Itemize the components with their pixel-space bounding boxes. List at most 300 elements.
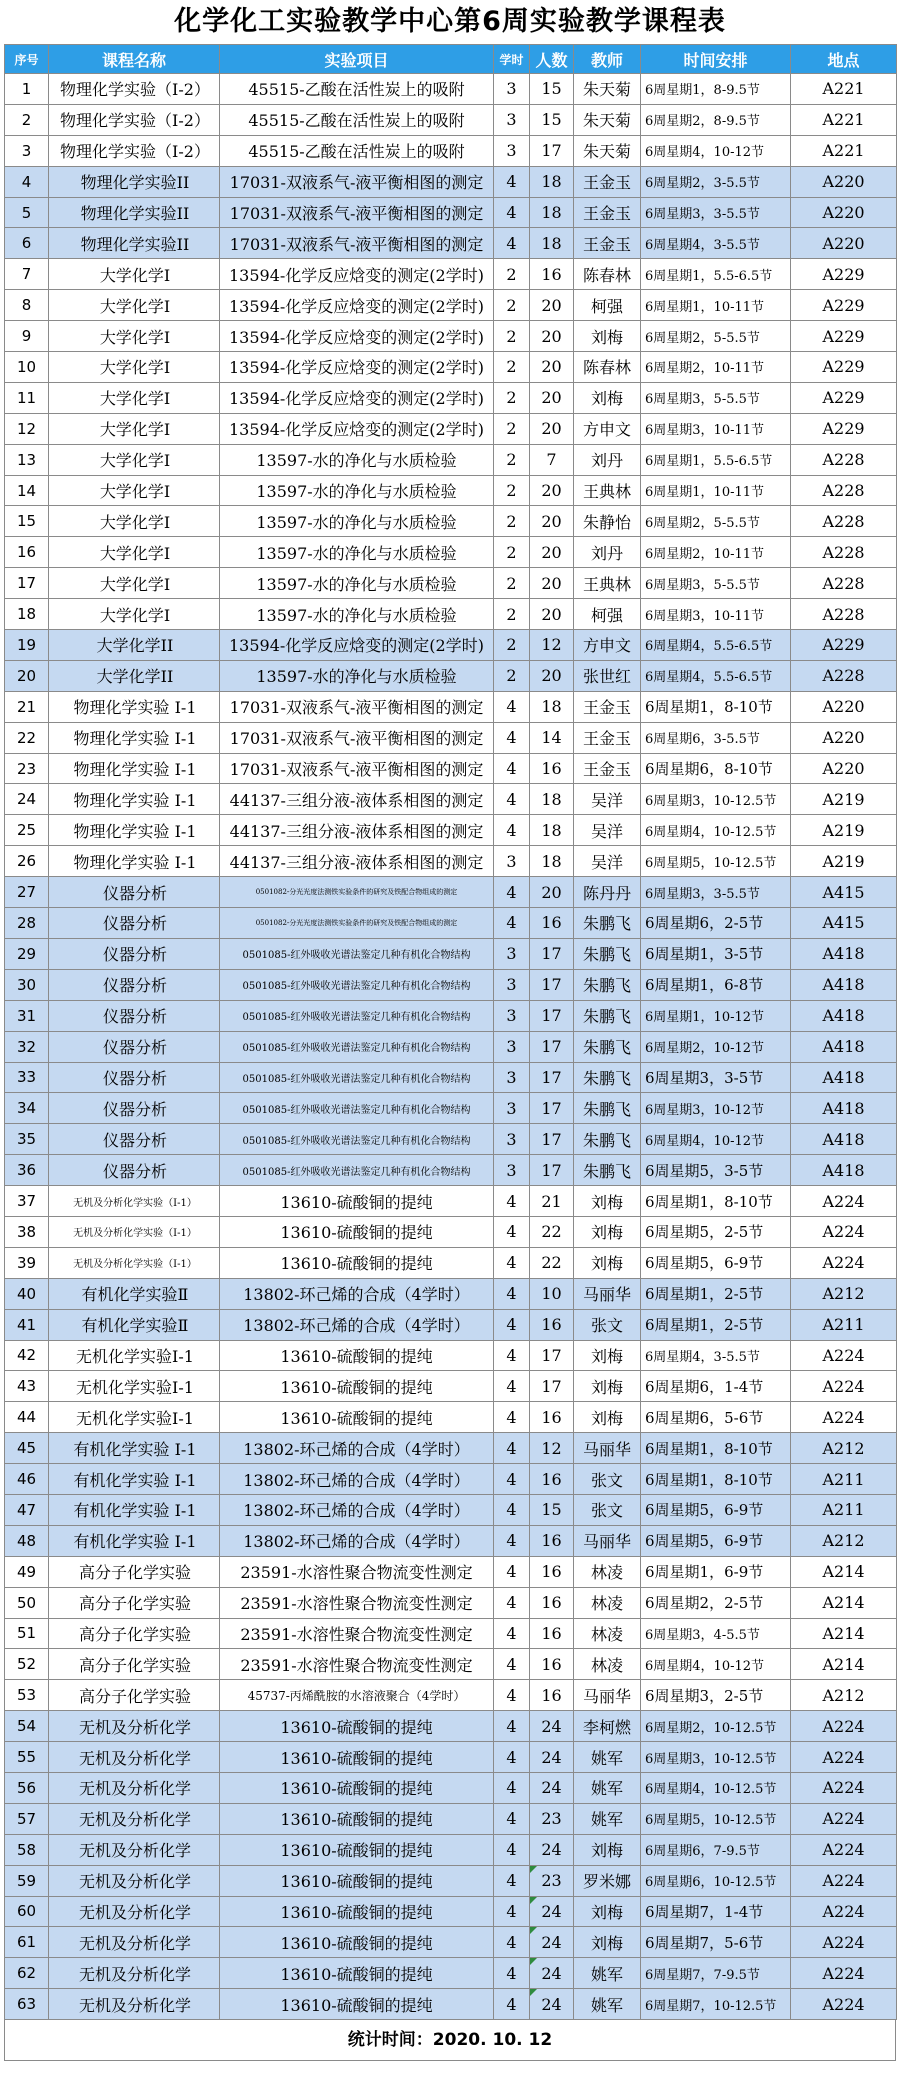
cell-course[interactable]: 仪器分析	[49, 877, 220, 908]
cell-seq[interactable]: 31	[5, 1000, 49, 1031]
cell-teacher[interactable]: 刘梅	[574, 1896, 641, 1927]
cell-seq[interactable]: 38	[5, 1216, 49, 1247]
cell-project[interactable]: 17031-双液系气-液平衡相图的测定	[220, 228, 494, 259]
cell-count[interactable]: 16	[530, 1525, 574, 1556]
cell-project[interactable]: 13594-化学反应焓变的测定(2学时)	[220, 321, 494, 352]
cell-course[interactable]: 高分子化学实验	[49, 1649, 220, 1680]
cell-count[interactable]: 17	[530, 969, 574, 1000]
cell-course[interactable]: 有机化学实验Ⅱ	[49, 1309, 220, 1340]
cell-place[interactable]: A228	[791, 568, 897, 599]
cell-teacher[interactable]: 刘梅	[574, 1186, 641, 1217]
cell-hours[interactable]: 4	[494, 197, 530, 228]
cell-course[interactable]: 物理化学实验 Ⅰ-1	[49, 691, 220, 722]
cell-time[interactable]: 6周星期1，3-5节	[641, 938, 791, 969]
cell-course[interactable]: 仪器分析	[49, 1031, 220, 1062]
cell-count[interactable]: 20	[530, 413, 574, 444]
cell-seq[interactable]: 10	[5, 352, 49, 383]
cell-course[interactable]: 仪器分析	[49, 969, 220, 1000]
cell-hours[interactable]: 4	[494, 815, 530, 846]
cell-teacher[interactable]: 柯强	[574, 599, 641, 630]
cell-seq[interactable]: 23	[5, 753, 49, 784]
cell-count[interactable]: 17	[530, 1000, 574, 1031]
cell-course[interactable]: 无机及分析化学	[49, 1772, 220, 1803]
cell-place[interactable]: A224	[791, 1247, 897, 1278]
cell-time[interactable]: 6周星期1，8-10节	[641, 1433, 791, 1464]
cell-teacher[interactable]: 方申文	[574, 630, 641, 661]
cell-project[interactable]: 13610-硫酸铜的提纯	[220, 1772, 494, 1803]
cell-teacher[interactable]: 刘梅	[574, 321, 641, 352]
cell-time[interactable]: 6周星期5，3-5节	[641, 1155, 791, 1186]
cell-count[interactable]: 24	[530, 1927, 574, 1958]
cell-teacher[interactable]: 林凌	[574, 1649, 641, 1680]
cell-teacher[interactable]: 姚军	[574, 1772, 641, 1803]
cell-count[interactable]: 17	[530, 1062, 574, 1093]
cell-project[interactable]: 13597-水的净化与水质检验	[220, 568, 494, 599]
cell-seq[interactable]: 45	[5, 1433, 49, 1464]
cell-hours[interactable]: 4	[494, 1803, 530, 1834]
cell-teacher[interactable]: 姚军	[574, 1989, 641, 2020]
cell-project[interactable]: 23591-水溶性聚合物流变性测定	[220, 1649, 494, 1680]
cell-project[interactable]: 13802-环己烯的合成（4学时）	[220, 1525, 494, 1556]
cell-count[interactable]: 12	[530, 630, 574, 661]
cell-time[interactable]: 6周星期2，10-12节	[641, 1031, 791, 1062]
cell-teacher[interactable]: 朱鹏飞	[574, 1093, 641, 1124]
cell-count[interactable]: 20	[530, 568, 574, 599]
cell-seq[interactable]: 3	[5, 135, 49, 166]
cell-project[interactable]: 13610-硫酸铜的提纯	[220, 1834, 494, 1865]
cell-course[interactable]: 仪器分析	[49, 1155, 220, 1186]
cell-count[interactable]: 18	[530, 784, 574, 815]
cell-place[interactable]: A214	[791, 1649, 897, 1680]
cell-teacher[interactable]: 朱天菊	[574, 74, 641, 105]
cell-place[interactable]: A219	[791, 815, 897, 846]
cell-count[interactable]: 20	[530, 321, 574, 352]
cell-count[interactable]: 16	[530, 259, 574, 290]
header-project[interactable]: 实验项目	[220, 45, 494, 74]
cell-seq[interactable]: 36	[5, 1155, 49, 1186]
cell-project[interactable]: 13802-环己烯的合成（4学时）	[220, 1494, 494, 1525]
cell-time[interactable]: 6周星期3，5-5.5节	[641, 568, 791, 599]
cell-count[interactable]: 16	[530, 1680, 574, 1711]
cell-teacher[interactable]: 王典林	[574, 475, 641, 506]
cell-teacher[interactable]: 刘丹	[574, 537, 641, 568]
cell-time[interactable]: 6周星期2，2-5节	[641, 1587, 791, 1618]
cell-count[interactable]: 22	[530, 1247, 574, 1278]
cell-course[interactable]: 无机及分析化学实验（Ⅰ-1）	[49, 1216, 220, 1247]
cell-seq[interactable]: 28	[5, 908, 49, 939]
cell-place[interactable]: A228	[791, 660, 897, 691]
cell-time[interactable]: 6周星期6，2-5节	[641, 908, 791, 939]
cell-project[interactable]: 13610-硫酸铜的提纯	[220, 1742, 494, 1773]
cell-hours[interactable]: 3	[494, 1093, 530, 1124]
cell-seq[interactable]: 37	[5, 1186, 49, 1217]
cell-teacher[interactable]: 朱鹏飞	[574, 1155, 641, 1186]
cell-hours[interactable]: 2	[494, 660, 530, 691]
cell-place[interactable]: A214	[791, 1618, 897, 1649]
cell-project[interactable]: 17031-双液系气-液平衡相图的测定	[220, 197, 494, 228]
cell-seq[interactable]: 9	[5, 321, 49, 352]
cell-course[interactable]: 大学化学Ⅰ	[49, 321, 220, 352]
cell-hours[interactable]: 3	[494, 938, 530, 969]
cell-seq[interactable]: 42	[5, 1340, 49, 1371]
cell-hours[interactable]: 4	[494, 1742, 530, 1773]
cell-teacher[interactable]: 马丽华	[574, 1525, 641, 1556]
cell-time[interactable]: 6周星期3，3-5.5节	[641, 197, 791, 228]
cell-teacher[interactable]: 王金玉	[574, 228, 641, 259]
cell-course[interactable]: 大学化学Ⅰ	[49, 537, 220, 568]
cell-hours[interactable]: 4	[494, 1247, 530, 1278]
header-teacher[interactable]: 教师	[574, 45, 641, 74]
cell-seq[interactable]: 26	[5, 846, 49, 877]
cell-project[interactable]: 13802-环己烯的合成（4学时）	[220, 1433, 494, 1464]
cell-seq[interactable]: 5	[5, 197, 49, 228]
cell-count[interactable]: 18	[530, 691, 574, 722]
cell-project[interactable]: 13610-硫酸铜的提纯	[220, 1865, 494, 1896]
cell-teacher[interactable]: 朱天菊	[574, 104, 641, 135]
cell-seq[interactable]: 14	[5, 475, 49, 506]
cell-project[interactable]: 17031-双液系气-液平衡相图的测定	[220, 722, 494, 753]
cell-course[interactable]: 大学化学Ⅰ	[49, 352, 220, 383]
cell-seq[interactable]: 20	[5, 660, 49, 691]
cell-count[interactable]: 16	[530, 1618, 574, 1649]
cell-time[interactable]: 6周星期7，1-4节	[641, 1896, 791, 1927]
cell-hours[interactable]: 2	[494, 568, 530, 599]
cell-time[interactable]: 6周星期2，8-9.5节	[641, 104, 791, 135]
cell-time[interactable]: 6周星期6，8-10节	[641, 753, 791, 784]
cell-hours[interactable]: 4	[494, 1834, 530, 1865]
cell-count[interactable]: 20	[530, 382, 574, 413]
cell-count[interactable]: 24	[530, 1772, 574, 1803]
cell-course[interactable]: 大学化学Ⅰ	[49, 475, 220, 506]
cell-hours[interactable]: 4	[494, 1216, 530, 1247]
cell-course[interactable]: 大学化学Ⅰ	[49, 506, 220, 537]
cell-place[interactable]: A224	[791, 1216, 897, 1247]
cell-count[interactable]: 17	[530, 1124, 574, 1155]
cell-place[interactable]: A211	[791, 1309, 897, 1340]
cell-seq[interactable]: 58	[5, 1834, 49, 1865]
cell-course[interactable]: 大学化学Ⅰ	[49, 382, 220, 413]
cell-teacher[interactable]: 张文	[574, 1464, 641, 1495]
cell-count[interactable]: 24	[530, 1834, 574, 1865]
cell-place[interactable]: A229	[791, 352, 897, 383]
cell-count[interactable]: 12	[530, 1433, 574, 1464]
cell-count[interactable]: 17	[530, 135, 574, 166]
cell-time[interactable]: 6周星期4，3-5.5节	[641, 228, 791, 259]
cell-teacher[interactable]: 张文	[574, 1309, 641, 1340]
cell-count[interactable]: 20	[530, 475, 574, 506]
cell-count[interactable]: 16	[530, 1556, 574, 1587]
cell-course[interactable]: 物理化学实验（Ⅰ-2）	[49, 135, 220, 166]
cell-hours[interactable]: 4	[494, 1680, 530, 1711]
cell-course[interactable]: 物理化学实验（Ⅰ-2）	[49, 104, 220, 135]
cell-course[interactable]: 无机化学实验I-1	[49, 1402, 220, 1433]
cell-place[interactable]: A221	[791, 74, 897, 105]
cell-teacher[interactable]: 王金玉	[574, 197, 641, 228]
cell-time[interactable]: 6周星期1，8-10节	[641, 1186, 791, 1217]
cell-teacher[interactable]: 吴洋	[574, 815, 641, 846]
cell-seq[interactable]: 7	[5, 259, 49, 290]
cell-place[interactable]: A212	[791, 1525, 897, 1556]
cell-hours[interactable]: 4	[494, 1464, 530, 1495]
cell-seq[interactable]: 62	[5, 1958, 49, 1989]
cell-count[interactable]: 18	[530, 228, 574, 259]
cell-time[interactable]: 6周星期3，10-12.5节	[641, 784, 791, 815]
cell-project[interactable]: 13594-化学反应焓变的测定(2学时)	[220, 290, 494, 321]
cell-hours[interactable]: 3	[494, 969, 530, 1000]
cell-project[interactable]: 17031-双液系气-液平衡相图的测定	[220, 691, 494, 722]
cell-teacher[interactable]: 王金玉	[574, 722, 641, 753]
cell-seq[interactable]: 57	[5, 1803, 49, 1834]
cell-project[interactable]: 0501085-红外吸收光谱法鉴定几种有机化合物结构	[220, 938, 494, 969]
cell-place[interactable]: A214	[791, 1587, 897, 1618]
cell-time[interactable]: 6周星期5，6-9节	[641, 1247, 791, 1278]
cell-seq[interactable]: 53	[5, 1680, 49, 1711]
cell-teacher[interactable]: 刘丹	[574, 444, 641, 475]
cell-place[interactable]: A224	[791, 1896, 897, 1927]
cell-hours[interactable]: 4	[494, 1494, 530, 1525]
cell-hours[interactable]: 4	[494, 1433, 530, 1464]
cell-project[interactable]: 13594-化学反应焓变的测定(2学时)	[220, 352, 494, 383]
cell-place[interactable]: A228	[791, 537, 897, 568]
cell-seq[interactable]: 46	[5, 1464, 49, 1495]
cell-course[interactable]: 高分子化学实验	[49, 1618, 220, 1649]
cell-course[interactable]: 大学化学II	[49, 630, 220, 661]
cell-time[interactable]: 6周星期4，10-12节	[641, 135, 791, 166]
cell-place[interactable]: A221	[791, 104, 897, 135]
cell-place[interactable]: A224	[791, 1927, 897, 1958]
cell-course[interactable]: 大学化学Ⅰ	[49, 568, 220, 599]
cell-time[interactable]: 6周星期4，5.5-6.5节	[641, 630, 791, 661]
cell-course[interactable]: 无机及分析化学	[49, 1958, 220, 1989]
cell-place[interactable]: A228	[791, 444, 897, 475]
cell-project[interactable]: 45515-乙酸在活性炭上的吸附	[220, 135, 494, 166]
cell-place[interactable]: A220	[791, 753, 897, 784]
cell-seq[interactable]: 21	[5, 691, 49, 722]
cell-count[interactable]: 15	[530, 1494, 574, 1525]
cell-course[interactable]: 物理化学实验 Ⅰ-1	[49, 784, 220, 815]
cell-seq[interactable]: 59	[5, 1865, 49, 1896]
cell-project[interactable]: 13610-硫酸铜的提纯	[220, 1711, 494, 1742]
cell-teacher[interactable]: 方申文	[574, 413, 641, 444]
cell-seq[interactable]: 51	[5, 1618, 49, 1649]
cell-course[interactable]: 有机化学实验 Ⅰ-1	[49, 1494, 220, 1525]
cell-time[interactable]: 6周星期3，10-11节	[641, 599, 791, 630]
cell-count[interactable]: 24	[530, 1742, 574, 1773]
cell-teacher[interactable]: 林凌	[574, 1618, 641, 1649]
cell-place[interactable]: A224	[791, 1340, 897, 1371]
cell-count[interactable]: 20	[530, 537, 574, 568]
cell-place[interactable]: A212	[791, 1278, 897, 1309]
cell-count[interactable]: 23	[530, 1865, 574, 1896]
cell-course[interactable]: 仪器分析	[49, 1000, 220, 1031]
cell-seq[interactable]: 61	[5, 1927, 49, 1958]
cell-project[interactable]: 0501085-红外吸收光谱法鉴定几种有机化合物结构	[220, 969, 494, 1000]
cell-project[interactable]: 13802-环己烯的合成（4学时）	[220, 1309, 494, 1340]
cell-hours[interactable]: 3	[494, 1124, 530, 1155]
cell-project[interactable]: 13610-硫酸铜的提纯	[220, 1989, 494, 2020]
cell-course[interactable]: 物理化学实验II	[49, 197, 220, 228]
cell-course[interactable]: 高分子化学实验	[49, 1680, 220, 1711]
cell-teacher[interactable]: 刘梅	[574, 1340, 641, 1371]
cell-course[interactable]: 无机及分析化学	[49, 1834, 220, 1865]
cell-place[interactable]: A220	[791, 722, 897, 753]
cell-place[interactable]: A220	[791, 228, 897, 259]
cell-count[interactable]: 14	[530, 722, 574, 753]
cell-hours[interactable]: 3	[494, 1062, 530, 1093]
cell-seq[interactable]: 43	[5, 1371, 49, 1402]
cell-teacher[interactable]: 王金玉	[574, 753, 641, 784]
cell-count[interactable]: 15	[530, 74, 574, 105]
cell-project[interactable]: 13597-水的净化与水质检验	[220, 475, 494, 506]
cell-place[interactable]: A219	[791, 784, 897, 815]
cell-teacher[interactable]: 陈丹丹	[574, 877, 641, 908]
cell-project[interactable]: 44137-三组分液-液体系相图的测定	[220, 846, 494, 877]
cell-hours[interactable]: 4	[494, 1278, 530, 1309]
cell-hours[interactable]: 4	[494, 1649, 530, 1680]
cell-project[interactable]: 13597-水的净化与水质检验	[220, 537, 494, 568]
cell-teacher[interactable]: 刘梅	[574, 1834, 641, 1865]
cell-place[interactable]: A229	[791, 259, 897, 290]
cell-time[interactable]: 6周星期4，10-12节	[641, 1649, 791, 1680]
cell-course[interactable]: 仪器分析	[49, 1124, 220, 1155]
cell-hours[interactable]: 2	[494, 444, 530, 475]
cell-hours[interactable]: 4	[494, 877, 530, 908]
cell-course[interactable]: 无机及分析化学实验（Ⅰ-1）	[49, 1247, 220, 1278]
cell-course[interactable]: 物理化学实验 Ⅰ-1	[49, 846, 220, 877]
cell-place[interactable]: A224	[791, 1989, 897, 2020]
cell-place[interactable]: A224	[791, 1803, 897, 1834]
cell-project[interactable]: 13594-化学反应焓变的测定(2学时)	[220, 259, 494, 290]
cell-seq[interactable]: 44	[5, 1402, 49, 1433]
cell-count[interactable]: 20	[530, 506, 574, 537]
cell-project[interactable]: 23591-水溶性聚合物流变性测定	[220, 1556, 494, 1587]
cell-hours[interactable]: 2	[494, 290, 530, 321]
cell-project[interactable]: 13610-硫酸铜的提纯	[220, 1247, 494, 1278]
cell-count[interactable]: 17	[530, 1371, 574, 1402]
cell-place[interactable]: A228	[791, 599, 897, 630]
cell-seq[interactable]: 1	[5, 74, 49, 105]
cell-count[interactable]: 20	[530, 290, 574, 321]
cell-project[interactable]: 45515-乙酸在活性炭上的吸附	[220, 104, 494, 135]
cell-teacher[interactable]: 朱鹏飞	[574, 1062, 641, 1093]
cell-time[interactable]: 6周星期6，3-5.5节	[641, 722, 791, 753]
cell-count[interactable]: 22	[530, 1216, 574, 1247]
cell-course[interactable]: 高分子化学实验	[49, 1556, 220, 1587]
cell-project[interactable]: 45515-乙酸在活性炭上的吸附	[220, 74, 494, 105]
cell-place[interactable]: A418	[791, 1062, 897, 1093]
cell-project[interactable]: 13597-水的净化与水质检验	[220, 660, 494, 691]
cell-teacher[interactable]: 朱天菊	[574, 135, 641, 166]
cell-place[interactable]: A224	[791, 1865, 897, 1896]
cell-time[interactable]: 6周星期3，2-5节	[641, 1680, 791, 1711]
cell-seq[interactable]: 32	[5, 1031, 49, 1062]
cell-course[interactable]: 有机化学实验Ⅱ	[49, 1278, 220, 1309]
cell-count[interactable]: 20	[530, 660, 574, 691]
cell-place[interactable]: A418	[791, 1155, 897, 1186]
cell-time[interactable]: 6周星期6，7-9.5节	[641, 1834, 791, 1865]
cell-time[interactable]: 6周星期6，5-6节	[641, 1402, 791, 1433]
cell-time[interactable]: 6周星期5，2-5节	[641, 1216, 791, 1247]
cell-course[interactable]: 大学化学Ⅰ	[49, 444, 220, 475]
cell-place[interactable]: A211	[791, 1494, 897, 1525]
cell-time[interactable]: 6周星期1，5.5-6.5节	[641, 444, 791, 475]
cell-place[interactable]: A221	[791, 135, 897, 166]
cell-teacher[interactable]: 朱鹏飞	[574, 1031, 641, 1062]
cell-hours[interactable]: 3	[494, 135, 530, 166]
cell-count[interactable]: 17	[530, 1093, 574, 1124]
cell-count[interactable]: 16	[530, 908, 574, 939]
cell-hours[interactable]: 4	[494, 1587, 530, 1618]
cell-seq[interactable]: 19	[5, 630, 49, 661]
cell-seq[interactable]: 60	[5, 1896, 49, 1927]
cell-hours[interactable]: 3	[494, 1031, 530, 1062]
cell-teacher[interactable]: 马丽华	[574, 1680, 641, 1711]
cell-teacher[interactable]: 姚军	[574, 1958, 641, 1989]
header-seq[interactable]: 序号	[5, 45, 49, 74]
cell-place[interactable]: A418	[791, 938, 897, 969]
cell-seq[interactable]: 41	[5, 1309, 49, 1340]
cell-project[interactable]: 13610-硫酸铜的提纯	[220, 1803, 494, 1834]
cell-teacher[interactable]: 刘梅	[574, 382, 641, 413]
cell-hours[interactable]: 2	[494, 259, 530, 290]
cell-course[interactable]: 无机及分析化学	[49, 1711, 220, 1742]
cell-course[interactable]: 物理化学实验 Ⅰ-1	[49, 815, 220, 846]
cell-time[interactable]: 6周星期5，6-9节	[641, 1525, 791, 1556]
cell-time[interactable]: 6周星期1，8-10节	[641, 1464, 791, 1495]
cell-count[interactable]: 7	[530, 444, 574, 475]
cell-course[interactable]: 大学化学Ⅰ	[49, 259, 220, 290]
cell-course[interactable]: 物理化学实验 Ⅰ-1	[49, 722, 220, 753]
cell-teacher[interactable]: 朱鹏飞	[574, 908, 641, 939]
cell-time[interactable]: 6周星期1，10-12节	[641, 1000, 791, 1031]
cell-teacher[interactable]: 林凌	[574, 1587, 641, 1618]
cell-time[interactable]: 6周星期4，3-5.5节	[641, 1340, 791, 1371]
cell-seq[interactable]: 52	[5, 1649, 49, 1680]
cell-course[interactable]: 有机化学实验 Ⅰ-1	[49, 1464, 220, 1495]
cell-place[interactable]: A212	[791, 1680, 897, 1711]
cell-project[interactable]: 0501085-红外吸收光谱法鉴定几种有机化合物结构	[220, 1062, 494, 1093]
cell-place[interactable]: A418	[791, 1093, 897, 1124]
cell-time[interactable]: 6周星期2，3-5.5节	[641, 166, 791, 197]
cell-course[interactable]: 无机及分析化学	[49, 1803, 220, 1834]
cell-time[interactable]: 6周星期7，10-12.5节	[641, 1989, 791, 2020]
cell-place[interactable]: A415	[791, 908, 897, 939]
cell-time[interactable]: 6周星期6，10-12.5节	[641, 1865, 791, 1896]
cell-seq[interactable]: 29	[5, 938, 49, 969]
cell-teacher[interactable]: 朱鹏飞	[574, 1000, 641, 1031]
cell-hours[interactable]: 2	[494, 321, 530, 352]
cell-hours[interactable]: 4	[494, 1402, 530, 1433]
cell-hours[interactable]: 4	[494, 753, 530, 784]
cell-teacher[interactable]: 刘梅	[574, 1216, 641, 1247]
cell-count[interactable]: 16	[530, 753, 574, 784]
cell-hours[interactable]: 4	[494, 166, 530, 197]
cell-teacher[interactable]: 张文	[574, 1494, 641, 1525]
cell-count[interactable]: 17	[530, 1031, 574, 1062]
cell-teacher[interactable]: 姚军	[574, 1742, 641, 1773]
cell-project[interactable]: 44137-三组分液-液体系相图的测定	[220, 815, 494, 846]
cell-teacher[interactable]: 马丽华	[574, 1433, 641, 1464]
cell-place[interactable]: A219	[791, 846, 897, 877]
header-time[interactable]: 时间安排	[641, 45, 791, 74]
cell-project[interactable]: 0501085-红外吸收光谱法鉴定几种有机化合物结构	[220, 1155, 494, 1186]
cell-count[interactable]: 15	[530, 104, 574, 135]
cell-teacher[interactable]: 张世红	[574, 660, 641, 691]
cell-time[interactable]: 6周星期1，6-8节	[641, 969, 791, 1000]
cell-place[interactable]: A229	[791, 321, 897, 352]
cell-time[interactable]: 6周星期1，10-11节	[641, 290, 791, 321]
cell-teacher[interactable]: 吴洋	[574, 784, 641, 815]
